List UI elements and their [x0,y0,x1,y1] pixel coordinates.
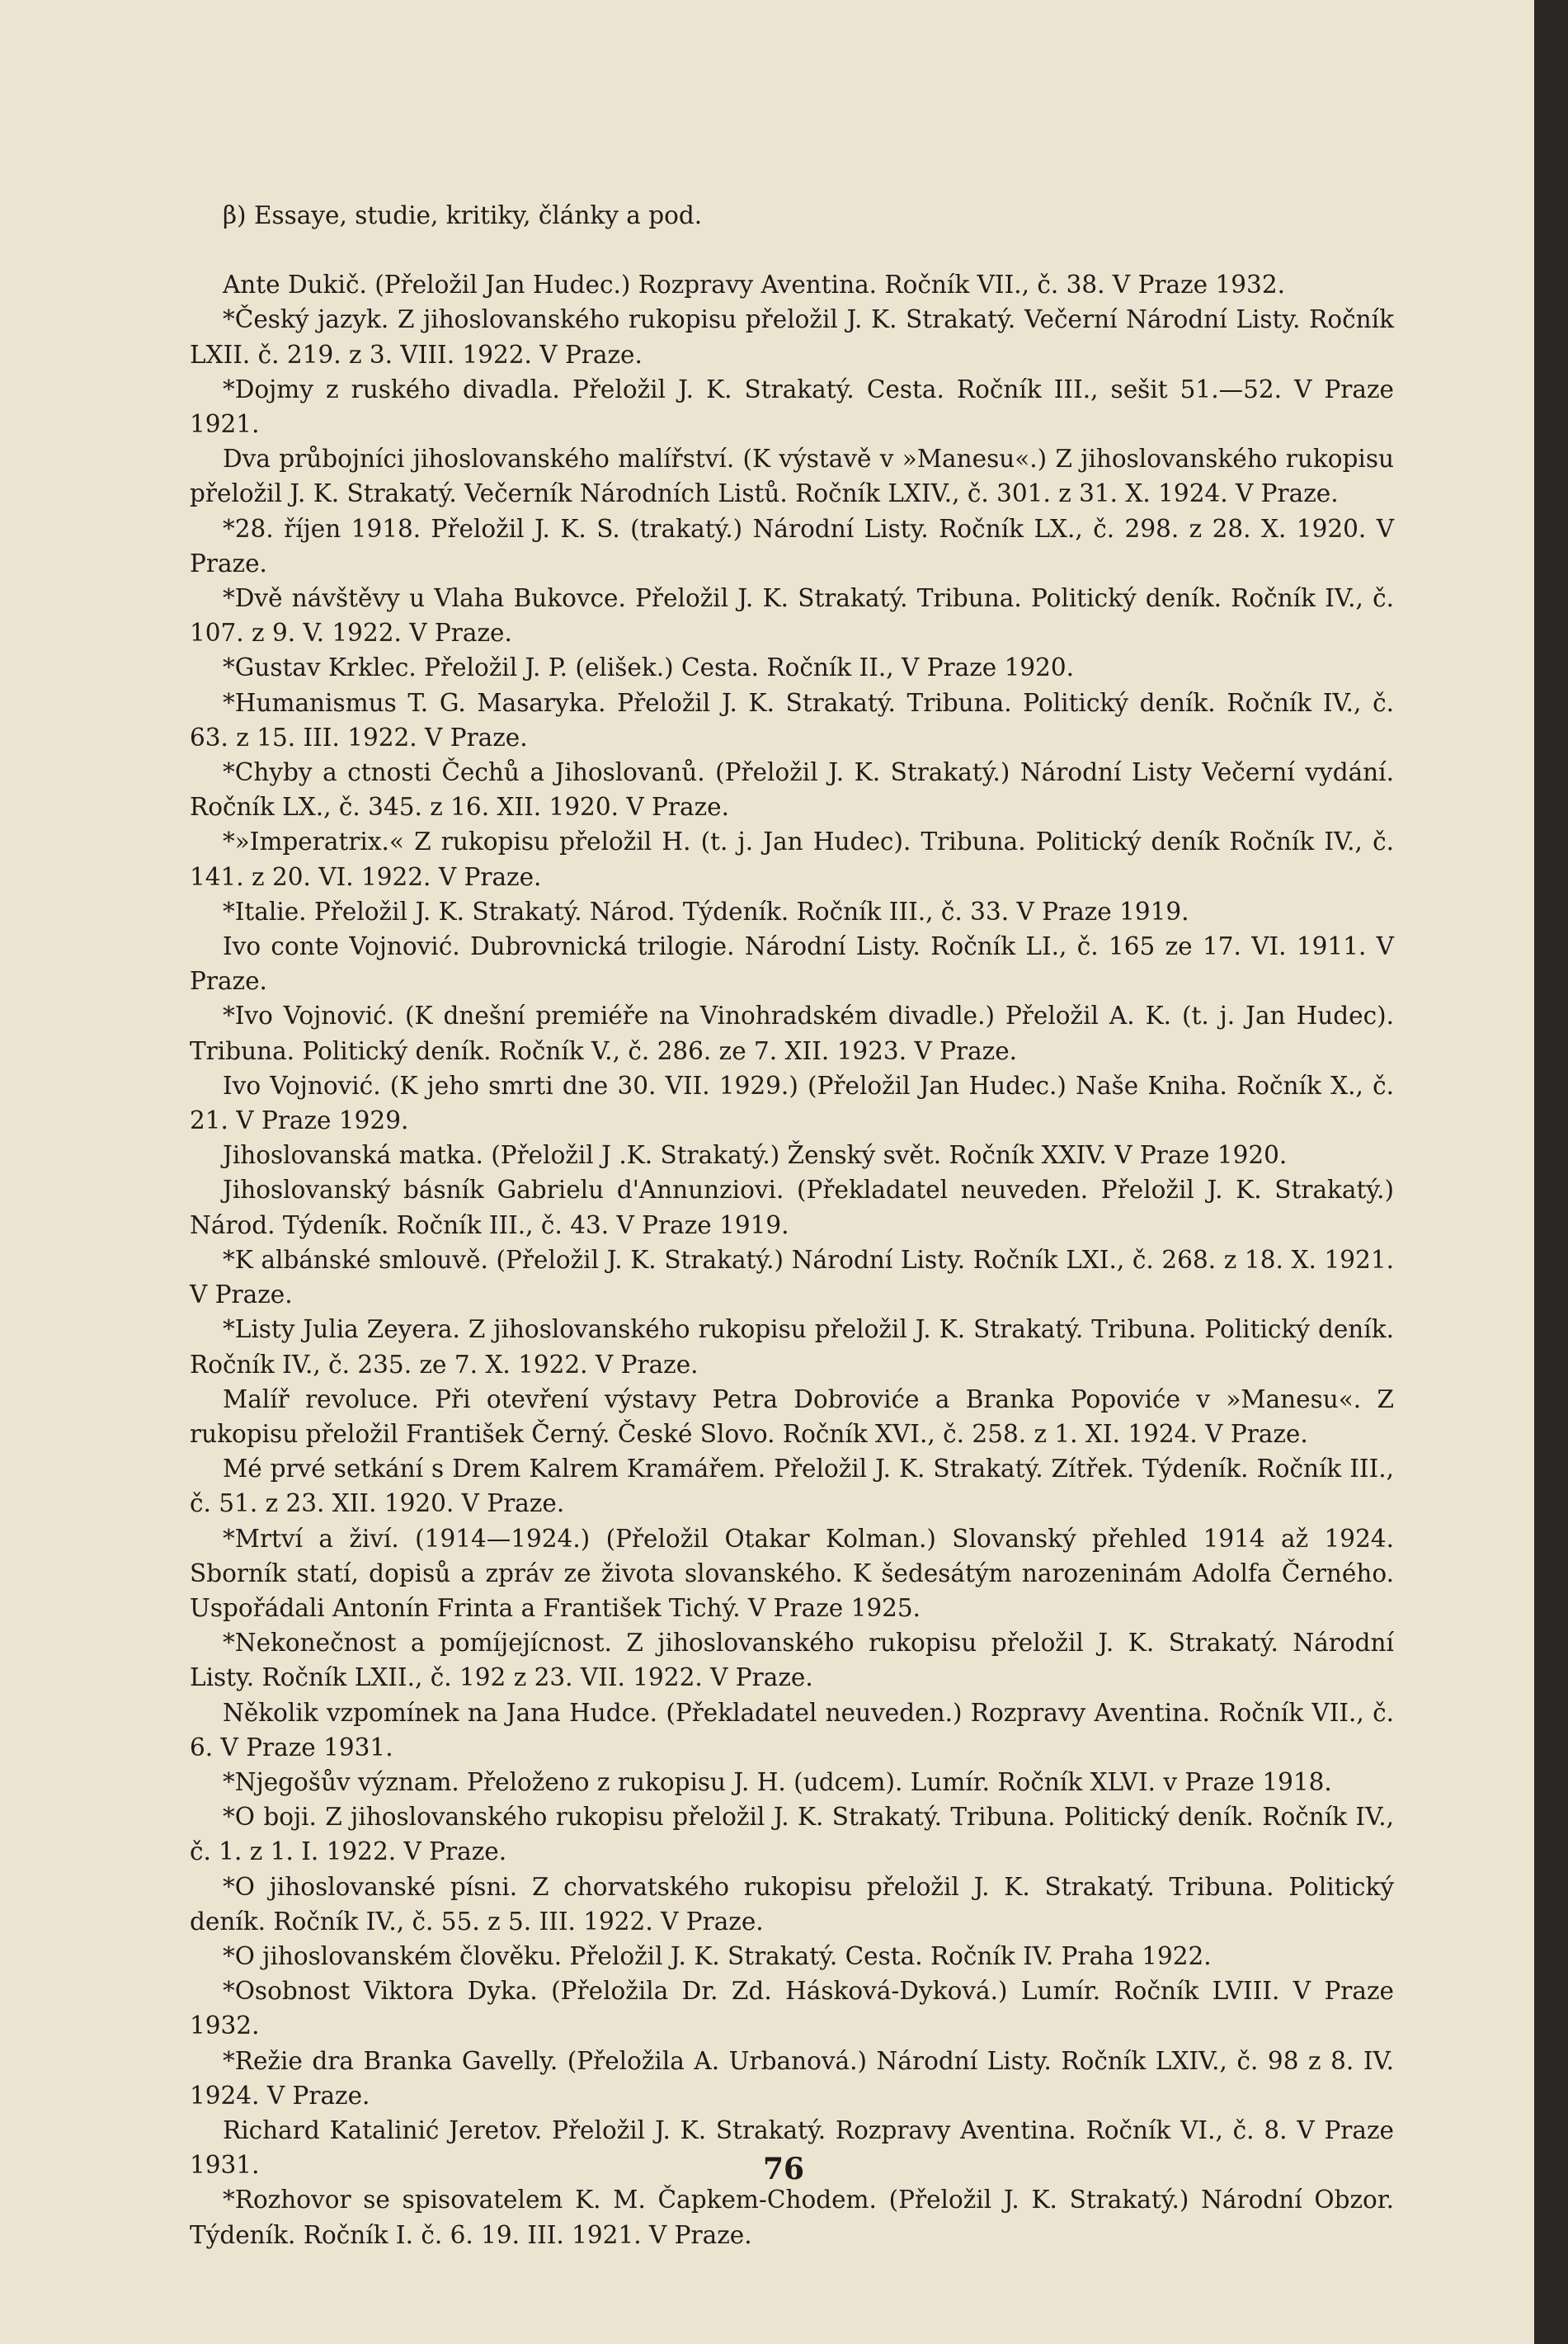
bibliography-entry: *Humanismus T. G. Masaryka. Přeložil J. K. Strakatý. Tribuna. Politický deník. Ročník IV., č. 63. z 15. III. 1922. V Praze. [190,688,1394,752]
bibliography-entry: *Listy Julia Zeyera. Z jihoslovanského rukopisu přeložil J. K. Strakatý. Tribuna. Politický deník. Ročník IV., č. 235. ze 7. X. 1922. V Praze. [190,1315,1394,1379]
section-heading: β) Essaye, studie, kritiky, články a pod. [223,201,703,229]
bibliography-entry: *»Imperatrix.« Z rukopisu přeložil H. (t. j. Jan Hudec). Tribuna. Politický deník Ročník IV., č. 141. z 20. VI. 1922. V Praze. [190,828,1394,891]
bibliography-entry: *Rozhovor se spisovatelem K. M. Čapkem-Chodem. (Přeložil J. K. Strakatý.) Národní Obzor. Týdeník. Ročník I. č. 6. 19. III. 1921. V Praze. [190,2186,1394,2249]
bibliography-entry: Několik vzpomínek na Jana Hudce. (Překladatel neuveden.) Rozpravy Aventina. Ročník VII., č. 6. V Praze 1931. [190,1698,1394,1762]
page-number: 76 [762,2152,805,2186]
bibliography-entry: Ivo Vojnović. (K jeho smrti dne 30. VII. 1929.) (Přeložil Jan Hudec.) Naše Kniha. Ročník X., č. 21. V Praze 1929. [190,1071,1394,1135]
bibliography-entry: *O jihoslovanské písni. Z chorvatského rukopisu přeložil J. K. Strakatý. Tribuna. Politický deník. Ročník IV., č. 55. z 5. III. 1922. V Praze. [190,1872,1394,1936]
bibliography-entry: *Český jazyk. Z jihoslovanského rukopisu přeložil J. K. Strakatý. Večerní Národní Listy. Ročník LXII. č. 219. z 3. VIII. 1922. V Praze. [190,305,1394,369]
bibliography-entry: *Nekonečnost a pomíjejícnost. Z jihoslovanského rukopisu přeložil J. K. Strakatý. Národní Listy. Ročník LXII., č. 192 z 23. VII. 1922. V Praze. [190,1629,1394,1692]
bibliography-list [190,267,1394,2252]
bibliography-entry: *Italie. Přeložil J. K. Strakatý. Národ. Týdeník. Ročník III., č. 33. V Praze 1919. [223,897,1189,926]
bibliography-entry: *K albánské smlouvě. (Přeložil J. K. Strakatý.) Národní Listy. Ročník LXI., č. 268. z 18. X. 1921. V Praze. [190,1245,1394,1309]
bibliography-entry: *Chyby a ctnosti Čechů a Jihoslovanů. (Přeložil J. K. Strakatý.) Národní Listy Večerní vydání. Ročník LX., č. 345. z 16. XII. 1920. V Praze. [190,758,1394,822]
bibliography-entry: *Dvě návštěvy u Vlaha Bukovce. Přeložil J. K. Strakatý. Tribuna. Politický deník. Ročník IV., č. 107. z 9. V. 1922. V Praze. [190,584,1394,648]
bibliography-entry: *28. říjen 1918. Přeložil J. K. S. (trakatý.) Národní Listy. Ročník LX., č. 298. z 28. X. 1920. V Praze. [190,514,1394,578]
bibliography-entry: *O jihoslovanském člověku. Přeložil J. K. Strakatý. Cesta. Ročník IV. Praha 1922. [223,1941,1212,1970]
bibliography-entry: *O boji. Z jihoslovanského rukopisu přeložil J. K. Strakatý. Tribuna. Politický deník. Ročník IV., č. 1. z 1. I. 1922. V Praze. [190,1803,1394,1866]
bibliography-entry: Jihoslovanský básník Gabrielu d'Annunziovi. (Překladatel neuveden. Přeložil J. K. Strakatý.) Národ. Týdeník. Ročník III., č. 43. V Praze 1919. [190,1176,1394,1239]
page-edge-shadow [1534,0,1568,2344]
bibliography-entry: *Gustav Krklec. Přeložil J. P. (elišek.) Cesta. Ročník II., V Praze 1920. [223,653,1075,682]
bibliography-entry: Mé prvé setkání s Drem Kalrem Kramářem. Přeložil J. K. Strakatý. Zítřek. Týdeník. Ročník III., č. 51. z 23. XII. 1920. V Praze. [190,1455,1394,1518]
bibliography-entry: Jihoslovanská matka. (Přeložil J .K. Strakatý.) Ženský svět. Ročník XXIV. V Praze 1920. [223,1141,1288,1170]
bibliography-entry: Richard Katalinić Jeretov. Přeložil J. K. Strakatý. Rozpravy Aventina. Ročník VI., č. 8. V Praze 1931. [190,2115,1394,2180]
bibliography-entry: *Mrtví a živí. (1914—1924.) (Přeložil Otakar Kolman.) Slovanský přehled 1914 až 1924. Sborník statí, dopisů a zpráv ze života slovanského. K šedesátým narozeninám Adolfa Černého. Uspořádali Antonín Frinta a František Tichý. V Praze 1925. [190,1524,1394,1622]
bibliography-entry: *Osobnost Viktora Dyka. (Přeložila Dr. Zd. Hásková-Dyková.) Lumír. Ročník LVIII. V Praze 1932. [190,1977,1394,2040]
bibliography-entry: *Režie dra Branka Gavelly. (Přeložila A. Urbanová.) Národní Listy. Ročník LXIV., č. 98 z 8. IV. 1924. V Praze. [190,2046,1394,2110]
bibliography-entry: Ante Dukič. (Přeložil Jan Hudec.) Rozpravy Aventina. Ročník VII., č. 38. V Praze 1932. [223,271,1285,299]
bibliography-entry: *Ivo Vojnović. (K dnešní premiéře na Vinohradském divadle.) Přeložil A. K. (t. j. Jan Hudec). Tribuna. Politický deník. Ročník V., č. 286. ze 7. XII. 1923. V Praze. [190,1002,1394,1065]
bibliography-text [190,198,1394,2252]
bibliography-entry: Dva průbojníci jihoslovanského malířství. (K výstavě v »Manesu«.) Z jihoslovanského rukopisu přeložil J. K. Strakatý. Večerník Národních Listů. Ročník LXIV., č. 301. z 31. X. 1924. V Praze. [190,445,1394,508]
bibliography-entry: *Dojmy z ruského divadla. Přeložil J. K. Strakatý. Cesta. Ročník III., sešit 51.—52. V Praze 1921. [190,375,1394,439]
bibliography-entry: Malíř revoluce. Při otevření výstavy Petra Dobroviće a Branka Popoviće v »Manesu«. Z rukopisu přeložil František Černý. České Slovo. Ročník XVI., č. 258. z 1. XI. 1924. V Praze. [190,1384,1394,1448]
bibliography-entry: Ivo conte Vojnović. Dubrovnická trilogie. Národní Listy. Ročník LI., č. 165 ze 17. VI. 1911. V Praze. [190,932,1394,996]
bibliography-entry: *Njegošův význam. Přeloženo z rukopisu J. H. (udcem). Lumír. Ročník XLVI. v Praze 1918. [223,1767,1332,1796]
